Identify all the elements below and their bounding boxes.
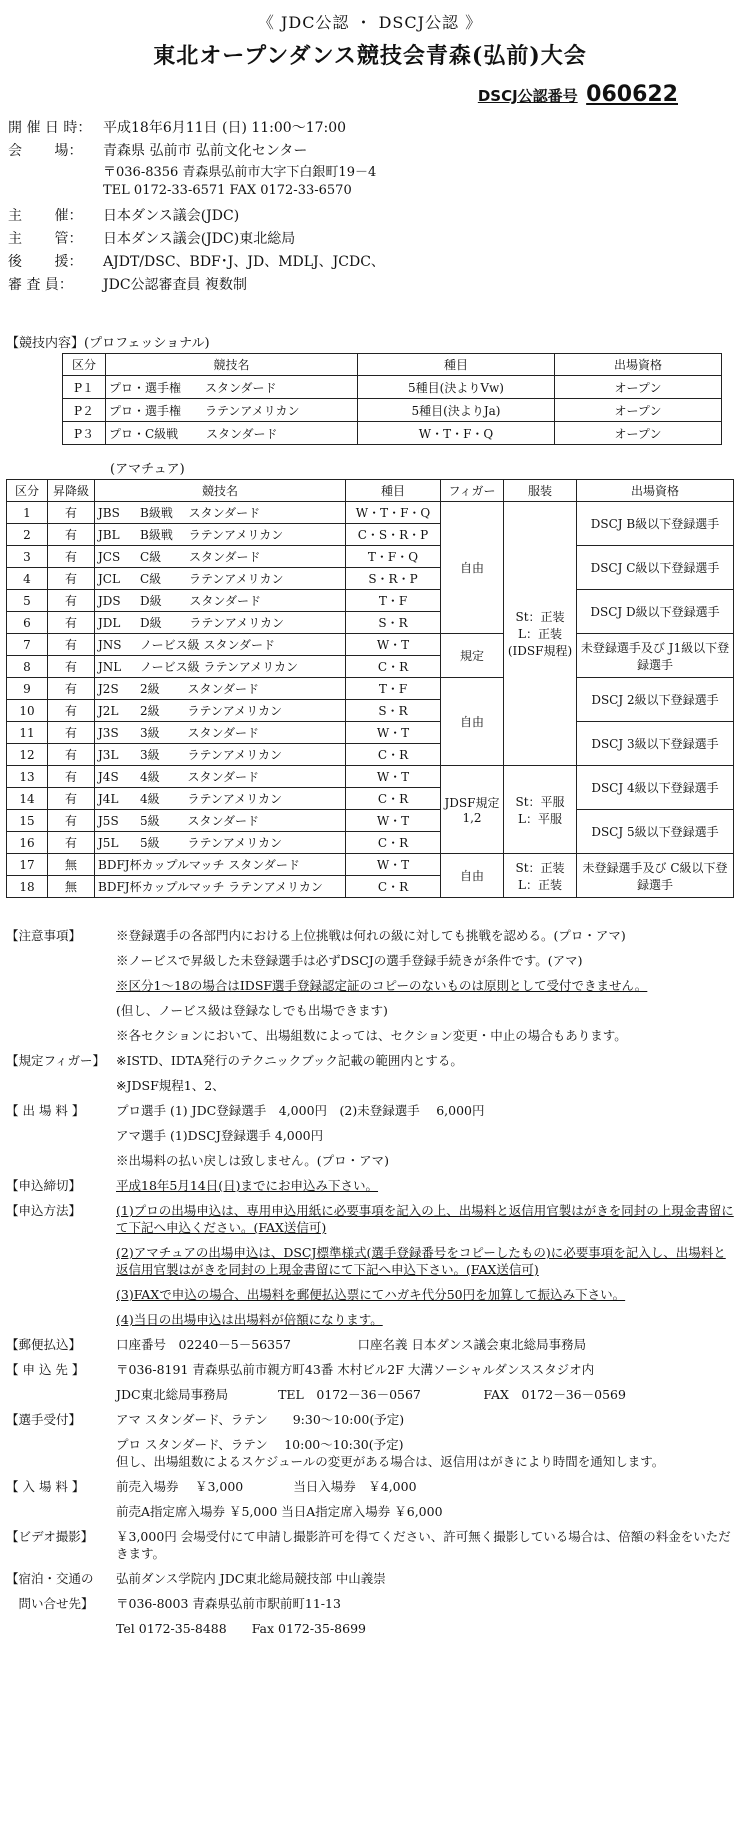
reception-line: プロ スタンダード、ラテン 10:00〜10:30(予定) [116, 1437, 404, 1452]
entry-row: 【 入 場 料 】 前売入場券 ￥3,000 当日入場券 ￥4,000 [6, 1479, 417, 1494]
table-row [7, 678, 734, 700]
pro-table [62, 353, 722, 445]
lodging-row: 【宿泊・交通の 弘前ダンス学院内 JDC東北総局競技部 中山義崇 [6, 1571, 386, 1586]
qualification-cell: DSCJ D級以下登録選手 [577, 590, 734, 634]
dress-cell: St：正装 L：正装 (IDSF規程) [504, 502, 577, 766]
event-name [95, 810, 346, 832]
event-dances: C・S・R・P [346, 524, 441, 546]
info-manager: 主 管： 日本ダンス議会(JDC)東北総局 [8, 231, 296, 247]
method-line: (2)アマチュアの出場申込は、DSCJ標準様式(選手登録番号をコピーしたもの)に必要事項を記入し、出場料と返信用官製はがきを同封の上現金書留にて下記へ申込下さい。(FAX送信可) [116, 1245, 726, 1277]
page-title: 東北オープンダンス競技会青森(弘前)大会 [153, 43, 587, 69]
event-class: ノービス級 ラテンアメリカン [140, 660, 299, 674]
event-dances: T・F [346, 590, 441, 612]
table-row [7, 854, 734, 876]
event-dances: W・T [346, 854, 441, 876]
event-class: C級 スタンダード [140, 550, 261, 564]
event-name [95, 568, 346, 590]
event-name [95, 832, 346, 854]
event-dances: S・R [346, 700, 441, 722]
promotion-cell: 有 [48, 766, 95, 788]
info-host: 主 催： 日本ダンス議会(JDC) [8, 208, 240, 224]
event-class: 5級 スタンダード [140, 814, 259, 828]
promotion-cell: 有 [48, 832, 95, 854]
promotion-cell: 無 [48, 876, 95, 898]
row-number: 4 [7, 568, 48, 590]
row-number: 18 [7, 876, 48, 898]
event-code: J2L [98, 704, 119, 718]
table-header: 区分 昇降級 競技名 種目 フィガー 服装 出場資格 [7, 480, 734, 502]
contact-row: 問い合せ先】 〒036-8003 青森県弘前市駅前町11-13 [6, 1596, 341, 1611]
event-dances: S・R [346, 612, 441, 634]
caution-line: (但し、ノービス級は登録なしでも出場できます) [116, 1003, 388, 1018]
event-class: D級 ラテンアメリカン [140, 616, 284, 630]
event-class: C級 ラテンアメリカン [140, 572, 284, 586]
event-dances: W・T [346, 634, 441, 656]
event-name [95, 788, 346, 810]
event-name [95, 524, 346, 546]
table-row: P２ プロ・選手権 ラテンアメリカン 5種目(決よりJa) オープン [63, 399, 722, 422]
event-dances: W・T・F・Q [346, 502, 441, 524]
event-class: B級戦 ラテンアメリカン [140, 528, 284, 542]
event-code: J5L [98, 836, 119, 850]
dscj-number-block [478, 82, 678, 107]
promotion-cell: 有 [48, 788, 95, 810]
table-row: P３ プロ・C級戦 スタンダード W・T・F・Q オープン [63, 422, 722, 445]
row-number: 11 [7, 722, 48, 744]
event-class: ノービス級 スタンダード [140, 638, 275, 652]
event-info [8, 118, 728, 298]
event-name [95, 766, 346, 788]
event-code: JNS [98, 638, 122, 652]
figure-cell: 自由 [441, 502, 504, 634]
promotion-cell: 有 [48, 810, 95, 832]
entry-line: 前売A指定席入場券 ￥5,000 当日A指定席入場券 ￥6,000 [116, 1504, 443, 1519]
caution-row: 【注意事項】 ※登録選手の各部門内における上位挑戦は何れの級に対しても挑戦を認める。(プロ・アマ) [6, 928, 626, 943]
qualification-cell: DSCJ 3級以下登録選手 [577, 722, 734, 766]
row-number: 12 [7, 744, 48, 766]
promotion-cell: 有 [48, 502, 95, 524]
event-name [95, 612, 346, 634]
event-name [95, 700, 346, 722]
event-code: JCL [98, 572, 120, 586]
promotion-cell: 有 [48, 722, 95, 744]
event-code: J5S [98, 814, 119, 828]
event-class: 2級 ラテンアメリカン [140, 704, 283, 718]
info-venue: 会 場： 青森県 弘前市 弘前文化センター [8, 143, 308, 159]
event-dances: T・F・Q [346, 546, 441, 568]
promotion-cell: 有 [48, 546, 95, 568]
event-class: 4級 ラテンアメリカン [140, 792, 283, 806]
row-number: 10 [7, 700, 48, 722]
section-label: 【競技内容】(プロフェッショナル) [6, 336, 210, 351]
reception-line: 但し、出場組数によるスケジュールの変更がある場合は、返信用はがきにより時間を通知します。 [116, 1454, 665, 1469]
method-row: 【申込方法】 (1)プロの出場申込は、専用申込用紙に必要事項を記入の上、出場料と返信用官製はがきを同封の上現金書留にて下記へ申込ください。(FAX送信可) [6, 1203, 734, 1235]
event-dances: C・R [346, 876, 441, 898]
event-class: 3級 スタンダード [140, 726, 259, 740]
event-class: D級 スタンダード [140, 594, 261, 608]
caution-line: ※区分1〜18の場合はIDSF選手登録認定証のコピーのないものは原則として受付できません。 [116, 978, 648, 993]
promotion-cell: 有 [48, 656, 95, 678]
qualification-cell: 未登録選手及び C級以下登録選手 [577, 854, 734, 898]
dress-cell: St：平服 L：平服 [504, 766, 577, 854]
event-code: JBS [98, 506, 120, 520]
info-date: 開 催 日 時： 平成18年6月11日 (日) 11:00〜17:00 [8, 120, 347, 136]
event-name [95, 546, 346, 568]
event-dances: W・T [346, 766, 441, 788]
apply-line: JDC東北総局事務局 TEL 0172－36－0567 FAX 0172－36－0569 [116, 1387, 626, 1402]
event-name [95, 656, 346, 678]
dscj-label: DSCJ公認番号 [477, 87, 578, 105]
table-row: P１ プロ・選手権 スタンダード 5種目(決よりVw) オープン [63, 376, 722, 399]
promotion-cell: 有 [48, 612, 95, 634]
event-code: JDS [98, 594, 121, 608]
row-number: 17 [7, 854, 48, 876]
page-subtitle: 《 JDC公認 ・ DSCJ公認 》 [257, 13, 483, 32]
event-code: JNL [98, 660, 122, 674]
promotion-cell: 有 [48, 590, 95, 612]
promotion-cell: 無 [48, 854, 95, 876]
event-name: BDFJ杯カップルマッチ スタンダード [95, 854, 346, 876]
row-number: 1 [7, 502, 48, 524]
event-name [95, 678, 346, 700]
dscj-number: 060622 [586, 82, 678, 107]
table-row [7, 766, 734, 788]
table-row [7, 546, 734, 568]
row-number: 13 [7, 766, 48, 788]
event-dances: C・R [346, 788, 441, 810]
ama-table [6, 479, 734, 898]
event-class: 5級 ラテンアメリカン [140, 836, 283, 850]
table-row [7, 634, 734, 656]
row-number: 8 [7, 656, 48, 678]
event-code: J3L [98, 748, 119, 762]
event-code: JBL [98, 528, 120, 542]
contact-line: Tel 0172-35-8488 Fax 0172-35-8699 [116, 1621, 366, 1636]
event-dances: C・R [346, 744, 441, 766]
dress-cell: St：正装 L：正装 [504, 854, 577, 898]
caution-line: ※ノービスで昇級した未登録選手は必ずDSCJの選手登録手続きが条件です。(アマ) [116, 953, 583, 968]
method-line: (4)当日の出場申込は出場料が倍額になります。 [116, 1312, 383, 1327]
event-class: B級戦 スタンダード [140, 506, 261, 520]
promotion-cell: 有 [48, 524, 95, 546]
event-code: J4S [98, 770, 119, 784]
table-row [7, 722, 734, 744]
event-name: BDFJ杯カップルマッチ ラテンアメリカン [95, 876, 346, 898]
table-row [7, 810, 734, 832]
event-class: 2級 スタンダード [140, 682, 259, 696]
promotion-cell: 有 [48, 568, 95, 590]
event-dances: W・T [346, 722, 441, 744]
event-code: JDL [98, 616, 121, 630]
table-row [7, 590, 734, 612]
figure-cell: JDSF規定 1,2 [441, 766, 504, 854]
table-header: 区分 競技名 種目 出場資格 [63, 354, 722, 376]
postal-row: 【郵便払込】 口座番号 02240－5－56357 口座名義 日本ダンス議会東北総局事務局 [6, 1337, 587, 1352]
event-name [95, 722, 346, 744]
caution-line: ※各セクションにおいて、出場組数によっては、セクション変更・中止の場合もあります。 [116, 1028, 627, 1043]
fee-row: 【 出 場 料 】 プロ選手 (1) JDC登録選手 4,000円 (2)未登録選手 6,000円 [6, 1103, 485, 1118]
event-dances: T・F [346, 678, 441, 700]
qualification-cell: 未登録選手及び J1級以下登録選手 [577, 634, 734, 678]
apply-row: 【 申 込 先 】 〒036-8191 青森県弘前市親方町43番 木村ビル2F 大溝ソーシャルダンススタジオ内 [6, 1362, 595, 1377]
promotion-cell: 有 [48, 744, 95, 766]
video-row: 【ビデオ撮影】 ￥3,000円 会場受付にて申請し撮影許可を得てください、許可無く撮影している場合は、倍額の料金をいただきます。 [6, 1529, 731, 1561]
ama-table-body [7, 502, 734, 898]
event-code: JCS [98, 550, 121, 564]
row-number: 3 [7, 546, 48, 568]
row-number: 9 [7, 678, 48, 700]
info-address: 〒036-8356 青森県弘前市大字下白銀町19－4 [103, 165, 377, 180]
event-code: J4L [98, 792, 119, 806]
event-name [95, 744, 346, 766]
competition-flyer [0, 10, 740, 1830]
event-dances: C・R [346, 656, 441, 678]
event-class: 4級 スタンダード [140, 770, 259, 784]
table-row [7, 502, 734, 524]
qualification-cell: DSCJ C級以下登録選手 [577, 546, 734, 590]
figure-row: 【規定フィガー】 ※ISTD、IDTA発行のテクニックブック記載の範囲内とする。 [6, 1053, 463, 1068]
figure-cell: 自由 [441, 678, 504, 766]
row-number: 16 [7, 832, 48, 854]
event-code: J2S [98, 682, 119, 696]
method-line: (3)FAXで申込の場合、出場料を郵便払込票にてハガキ代分50円を加算して振込み下さい。 [116, 1287, 626, 1302]
deadline-row: 【申込締切】 平成18年5月14日(日)までにお申込み下さい。 [6, 1178, 379, 1193]
info-judges: 審 査 員： JDC公認審査員 複数制 [8, 277, 247, 293]
row-number: 2 [7, 524, 48, 546]
qualification-cell: DSCJ 4級以下登録選手 [577, 766, 734, 810]
row-number: 5 [7, 590, 48, 612]
promotion-cell: 有 [48, 700, 95, 722]
event-name [95, 634, 346, 656]
fee-line: アマ選手 (1)DSCJ登録選手 4,000円 [116, 1128, 324, 1143]
row-number: 7 [7, 634, 48, 656]
event-name [95, 590, 346, 612]
event-dances: W・T [346, 810, 441, 832]
qualification-cell: DSCJ 2級以下登録選手 [577, 678, 734, 722]
event-dances: C・R [346, 832, 441, 854]
notes-section [6, 927, 734, 1645]
info-support: 後 援： AJDT/DSC、BDF･J、JD、MDLJ、JCDC、 [8, 254, 385, 270]
promotion-cell: 有 [48, 634, 95, 656]
figure-cell: 規定 [441, 634, 504, 678]
row-number: 6 [7, 612, 48, 634]
event-name [95, 502, 346, 524]
qualification-cell: DSCJ B級以下登録選手 [577, 502, 734, 546]
ama-note: (アマチュア) [110, 462, 185, 477]
fee-line: ※出場料の払い戻しは致しません。(プロ・アマ) [116, 1153, 390, 1168]
reception-row: 【選手受付】 アマ スタンダード、ラテン 9:30〜10:00(予定) [6, 1412, 405, 1427]
promotion-cell: 有 [48, 678, 95, 700]
info-tel: TEL 0172-33-6571 FAX 0172-33-6570 [103, 183, 352, 198]
event-class: 3級 ラテンアメリカン [140, 748, 283, 762]
figure-cell: 自由 [441, 854, 504, 898]
figure-line: ※JDSF規程1、2、 [116, 1078, 225, 1093]
qualification-cell: DSCJ 5級以下登録選手 [577, 810, 734, 854]
event-code: J3S [98, 726, 119, 740]
row-number: 14 [7, 788, 48, 810]
event-dances: S・R・P [346, 568, 441, 590]
row-number: 15 [7, 810, 48, 832]
